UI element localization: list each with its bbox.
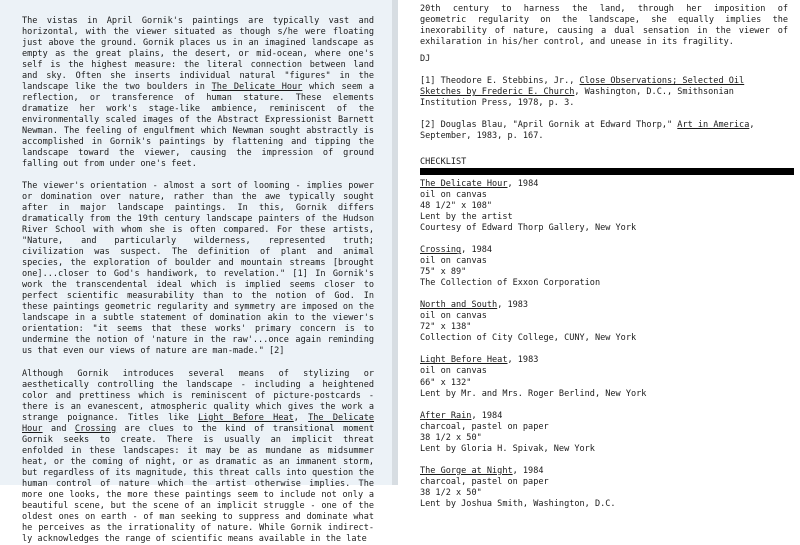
text-line: ly acknowledges the range of scientific means available in the late — [22, 533, 367, 544]
title-underline: The Delicate Hour — [211, 82, 303, 93]
text-line: aesthetically controlling the landscape - including a heightened — [22, 379, 374, 390]
left-page — [0, 0, 392, 544]
text-line: dramatize her work's stage-like ambience, reminiscent of the — [22, 104, 374, 115]
title-underline: The Delicate — [308, 412, 375, 423]
text-line: there is an evanescent, atmospheric quality which gives the work a — [22, 401, 374, 412]
checklist-heading: CHECKLIST — [420, 157, 467, 168]
checklist-entry — [420, 411, 788, 455]
essay-paragraph — [22, 16, 374, 170]
artwork-title: Light Before Heat, 1983 — [420, 355, 539, 366]
text-line: [1] Theodore E. Stebbins, Jr., Close Observations; Selected Oil — [420, 76, 745, 87]
text-line: orientation: "it seems that these works' primary concern is to — [22, 324, 374, 335]
footnote — [420, 120, 788, 142]
text-line: landscape like the two boulders in The Delicate Hour which seem a — [22, 82, 374, 93]
text-line: Although Gornik introduces several means of stylizing or — [22, 368, 374, 379]
text-line: reflection, or transference of human stature. These elements — [22, 93, 374, 104]
checklist-entry — [420, 355, 788, 399]
artwork-title: After Rain, 1984 — [420, 410, 503, 421]
footnote — [420, 76, 788, 109]
text-line: dramatically from the 19th century landscape painters of the Hudson — [22, 214, 374, 225]
artwork-detail: Courtesy of Edward Thorp Gallery, New York — [420, 223, 637, 234]
footnotes — [420, 76, 788, 142]
text-line: just above the ground. Gornik places us in an imagined landscape as — [22, 38, 374, 49]
text-line: oldest ones on earth - of man seeking to suppress and dominate what — [22, 511, 374, 522]
text-line: these paintings geometric regularity and symmetry are imposed on the — [22, 302, 374, 313]
artwork-detail: oil on canvas — [420, 190, 487, 201]
artwork-detail: Lent by the artist — [420, 212, 513, 223]
artwork-detail: 38 1/2 x 50" — [420, 432, 482, 443]
text-line: September, 1983, p. 167. — [420, 131, 544, 142]
artwork-detail: Lent by Mr. and Mrs. Roger Berlind, New York — [420, 388, 647, 399]
artwork-title-text: The Gorge at Night — [420, 465, 513, 476]
text-line: 20th century to harness the land, through her imposition of — [420, 4, 788, 14]
text-line: one]...closer to God's handiwork, to revelation." [1] In Gornik's — [22, 269, 374, 280]
artwork-detail: 72" x 138" — [420, 322, 472, 333]
text-line: color and prettiness which is reminiscent of picture-postcards - — [22, 390, 374, 401]
artwork-detail: The Collection of Exxon Corporation — [420, 278, 601, 289]
text-line: strange poignance. Titles like Light Before Heat, The Delicate — [22, 412, 375, 423]
checklist — [420, 179, 788, 509]
artwork-detail: 48 1/2" x 108" — [420, 201, 493, 212]
checklist-rule — [420, 168, 794, 175]
checklist-entry — [420, 300, 788, 344]
text-line: Institution Press, 1978, p. 3. — [420, 98, 575, 109]
artwork-title-text: The Delicate Hour — [420, 179, 508, 190]
text-line: exhilaration in his/her control, and unease in its fragility. — [420, 37, 734, 48]
artwork-title: Crossing, 1984 — [420, 245, 493, 256]
text-line: horizontal, with the viewer situated as though s/he were floating — [22, 27, 374, 38]
title-underline: Crossing — [74, 423, 117, 434]
right-page — [398, 0, 800, 509]
right-column — [420, 4, 788, 510]
text-line: human control of nature which the artist otherwise implies. The — [22, 478, 374, 489]
title-underline: Art in America — [677, 120, 750, 131]
artwork-detail: oil on canvas — [420, 366, 487, 377]
text-line: River School with whom she is often compared. For these artists, — [22, 225, 374, 236]
text-line: perfect scientific measurability than to the notion of God. In — [22, 291, 374, 302]
text-line: heat, or the coming of night, or as dramatic as an immanent storm, — [22, 456, 374, 467]
text-line: us that even our views of nature are man-made." [2] — [22, 346, 285, 357]
text-line: enfolded in these landscapes: it may be as mundane as midsummer — [22, 445, 374, 456]
artwork-detail: 38 1/2 x 50" — [420, 487, 482, 498]
artwork-detail: 66" x 132" — [420, 377, 472, 388]
text-line: but regardless of its magnitude, this threat calls into question the — [22, 467, 374, 478]
text-line: geometric regularity on the landscape, she equally implies the — [420, 15, 788, 26]
title-underline: Hour — [22, 423, 43, 434]
essay-continuation — [420, 4, 788, 48]
essay-paragraph — [22, 369, 374, 545]
text-line: or domination over nature, rather than the awe typically sought — [22, 192, 374, 203]
title-underline: Light Before Heat — [198, 412, 294, 423]
text-line: more one looks, the more these paintings seem to include not only a — [22, 489, 374, 500]
text-line: beautiful scene, but the scene of an implicit struggle - one of the — [22, 500, 374, 511]
text-line: Gornik seeks to create. There is usually an implicit threat — [22, 434, 374, 445]
artwork-title: North and South, 1983 — [420, 300, 529, 311]
text-line: environmentally scaled images of the Abstract Expressionist Barnett — [22, 115, 374, 126]
title-underline: Close Observations; Selected Oil — [579, 76, 745, 87]
artwork-detail: charcoal, pastel on paper — [420, 421, 549, 432]
artwork-title-text: North and South — [420, 300, 498, 311]
artwork-title: The Delicate Hour, 1984 — [420, 179, 539, 190]
text-line: The viewer's orientation - almost a sort of looming - implies power — [22, 181, 374, 192]
checklist-entry — [420, 179, 788, 234]
artwork-title-text: Light Before Heat — [420, 355, 508, 366]
essay-paragraph — [22, 181, 374, 357]
text-line: civilization was suspect. The definition of plant and animal — [22, 247, 374, 258]
text-line: landscape in a subtle statement of domination akin to the viewer's — [22, 313, 374, 324]
text-line: falling out from under one's feet. — [22, 159, 197, 170]
checklist-entry — [420, 245, 788, 289]
text-line: Newman. The feeling of engulfment which Newman sought abstractly is — [22, 126, 374, 137]
text-line: species, the exploration of boulder and mountain streams [brought — [22, 258, 374, 269]
text-line: he perceives as the irrationality of nature. While Gornik indirect- — [22, 522, 374, 533]
title-underline: Sketches by Frederic E. Church — [420, 87, 575, 98]
artwork-detail: Collection of City College, CUNY, New York — [420, 333, 637, 344]
text-line: after in major landscape paintings. In this, Gornik differs — [22, 203, 374, 214]
text-line: [2] Douglas Blau, "April Gornik at Edward Thorp," Art in America, — [420, 120, 755, 131]
artwork-detail: oil on canvas — [420, 256, 487, 267]
artwork-title-text: Crossing — [420, 245, 462, 256]
text-line: accomplished in Gornik's paintings by flattening and tipping the — [22, 137, 374, 148]
text-line: Sketches by Frederic E. Church, Washington, D.C., Smithsonian — [420, 87, 734, 98]
artwork-detail: 75" x 89" — [420, 267, 467, 278]
artwork-detail: oil on canvas — [420, 311, 487, 322]
checklist-entry — [420, 466, 788, 510]
text-line: self is the highest measure: the literal connection between land — [22, 60, 374, 71]
text-line: undermine the notion of 'nature in the raw'...once again reminding — [22, 335, 374, 346]
author-initials: DJ — [420, 54, 431, 65]
essay-column — [22, 16, 374, 545]
text-line: The vistas in April Gornik's paintings are typically vast and — [22, 16, 374, 26]
artwork-detail: Lent by Gloria H. Spivak, New York — [420, 443, 595, 454]
text-line: and sky. Often she inserts individual natural "figures" in the — [22, 71, 374, 82]
artwork-title-text: After Rain — [420, 410, 472, 421]
text-line: Hour and Crossing are clues to the kind of transitional moment — [22, 423, 374, 434]
text-line: "Nature, and particularly wilderness, represented truth; — [22, 236, 374, 247]
text-line: landscape toward the viewer, causing the impression of ground — [22, 148, 374, 159]
artwork-title: The Gorge at Night, 1984 — [420, 465, 544, 476]
text-line: work the transcendental ideal which is implied seems closer to — [22, 280, 374, 291]
text-line: empty as the great plains, the desert, or mid-ocean, where one's — [22, 49, 374, 60]
text-line: inexorability of nature, causing a dual sensation in the viewer of — [420, 26, 788, 37]
artwork-detail: charcoal, pastel on paper — [420, 476, 549, 487]
artwork-detail: Lent by Joshua Smith, Washington, D.C. — [420, 498, 616, 509]
